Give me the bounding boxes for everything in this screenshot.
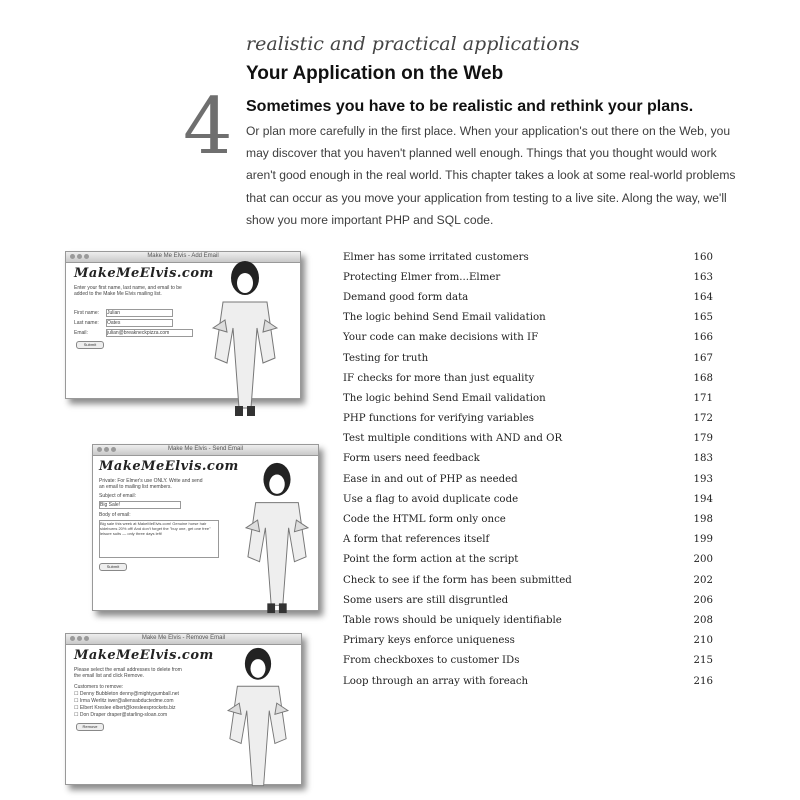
toc-entry	[343, 671, 713, 691]
toc-entry-title: Test multiple conditions with AND and OR	[343, 433, 563, 445]
toc-entry-title: Primary keys enforce uniqueness	[343, 635, 515, 647]
toc-entry-page: 215	[693, 655, 713, 667]
toc-entry	[343, 489, 713, 509]
toc-entry	[343, 267, 713, 287]
chapter-intro: Or plan more carefully in the first place. When your application's out there on the Web, you may discover that you haven't planned well enough. Things that you thought would work aren't good enough in the real world. This chapter takes a look at some real-world problems that can occur as you move your application from testing to a live site. Along the way, we'll show you more important PHP and SQL code.	[246, 124, 736, 227]
toc-entry-title: Table rows should be uniquely identifiable	[343, 614, 562, 626]
toc-entry	[343, 388, 713, 408]
body-field: Big sale this week at MakeMeElvis.com! Genuine horse hair sideburns 20% off! And don't forget the "buy one, get one free" leisure suits — only three days left!	[99, 520, 219, 558]
toc-entry-title: Use a flag to avoid duplicate code	[343, 493, 519, 505]
toc-entry-title: Demand good form data	[343, 291, 469, 303]
toc-entry-title: Elmer has some irritated customers	[343, 251, 529, 263]
toc-entry-title: Protecting Elmer from...Elmer	[343, 271, 501, 283]
toc-entry-page: 171	[693, 392, 713, 404]
toc-entry	[343, 429, 713, 449]
toc-entry	[343, 328, 713, 348]
toc-entry-title: PHP functions for verifying variables	[343, 413, 535, 425]
instructions: Private: For Elmer's use ONLY. Write and send an email to mailing list members.	[99, 478, 203, 490]
customer-checkbox-4: ☐ Don Draper draper@starling-sloan.com	[74, 712, 168, 718]
customers-label: Customers to remove:	[74, 684, 124, 690]
site-logo: MakeMeElvis.com	[99, 459, 239, 474]
subject-label: Subject of email:	[99, 493, 136, 499]
toc-entry-title: Your code can make decisions with IF	[343, 332, 539, 344]
site-logo: MakeMeElvis.com	[74, 266, 214, 281]
toc-entry	[343, 610, 713, 630]
toc-entry-page: 199	[693, 534, 713, 546]
subject-field: Big Sale!	[99, 501, 181, 509]
toc-entry-title: Code the HTML form only once	[343, 514, 506, 526]
toc-entry-page: 167	[693, 352, 713, 364]
customer-checkbox-3: ☐ Elbert Kreslee elbert@kresleesprockets.biz	[74, 705, 176, 711]
toc-entry-page: 166	[693, 332, 713, 344]
elvis-illustration	[205, 258, 285, 418]
site-logo: MakeMeElvis.com	[74, 648, 214, 663]
customer-label: Elbert Kreslee elbert@kresleesprockets.biz	[79, 705, 176, 711]
toc-entry	[343, 590, 713, 610]
toc-entry-page: 198	[693, 514, 713, 526]
instructions: Please select the email addresses to delete from the email list and click Remove.	[74, 667, 182, 679]
toc-entry-page: 179	[693, 433, 713, 445]
chapter-subtitle: Sometimes you have to be realistic and rethink your plans.	[246, 98, 694, 115]
instructions: Enter your first name, last name, and email to be added to the Make Me Elvis mailing list.	[74, 285, 182, 297]
chapter-title: Your Application on the Web	[246, 63, 504, 84]
toc-entry	[343, 368, 713, 388]
toc-entry	[343, 651, 713, 671]
toc-entry-title: Loop through an array with foreach	[343, 675, 529, 687]
toc-entry-title: Testing for truth	[343, 352, 429, 364]
body-label: Body of email:	[99, 512, 131, 518]
customer-label: Don Draper draper@starling-sloan.com	[79, 712, 168, 718]
email-label: Email:	[74, 330, 88, 336]
toc-entry	[343, 308, 713, 328]
submit-button: Submit	[76, 341, 104, 349]
toc-entry-title: The logic behind Send Email validation	[343, 312, 546, 324]
toc-entry-page: 165	[693, 312, 713, 324]
window-titlebar	[66, 634, 301, 645]
toc-entry	[343, 409, 713, 429]
toc-entry	[343, 530, 713, 550]
toc-entry-page: 216	[693, 675, 713, 687]
toc-entry-title: A form that references itself	[343, 534, 490, 546]
toc-entry-title: Some users are still disgruntled	[343, 594, 509, 606]
toc-entry	[343, 509, 713, 529]
first-name-field: Julian	[106, 309, 173, 317]
last-name-label: Last name:	[74, 320, 99, 326]
toc-entry-page: 168	[693, 372, 713, 384]
submit-button: Submit	[99, 563, 127, 571]
toc-entry	[343, 348, 713, 368]
toc-entry	[343, 449, 713, 469]
email-field: julian@breakneckpizza.com	[106, 329, 193, 337]
window-title: Make Me Elvis - Add Email	[147, 253, 219, 259]
window-title: Make Me Elvis - Send Email	[167, 446, 244, 452]
toc-entry-title: From checkboxes to customer IDs	[343, 655, 520, 667]
toc-entry	[343, 631, 713, 651]
customer-label: Denny Bubbleton denny@mightygumball.net	[79, 691, 179, 697]
toc-entry	[343, 287, 713, 307]
toc-entry-page: 210	[693, 635, 713, 647]
last-name-field: Oates	[106, 319, 173, 327]
window-titlebar	[93, 445, 318, 456]
toc-entry	[343, 570, 713, 590]
toc-entry-title: Point the form action at the script	[343, 554, 519, 566]
toc-entry	[343, 550, 713, 570]
toc-entry-title: Ease in and out of PHP as needed	[343, 473, 518, 485]
toc-entry-page: 160	[693, 251, 713, 263]
toc-entry-page: 193	[693, 473, 713, 485]
customer-label: Irma Werlitz iwer@aliensabductedme.com	[79, 698, 174, 704]
chapter-kicker: realistic and practical applications	[246, 33, 580, 55]
toc-entry-title: Form users need feedback	[343, 453, 480, 465]
toc-entry	[343, 469, 713, 489]
toc-entry-page: 206	[693, 594, 713, 606]
customer-checkbox-2: ☐ Irma Werlitz iwer@aliensabductedme.com	[74, 698, 174, 704]
toc-entry	[343, 247, 713, 267]
elvis-illustration	[238, 460, 316, 615]
toc-entry-title: IF checks for more than just equality	[343, 372, 535, 384]
toc-entry-page: 208	[693, 614, 713, 626]
toc-entry-page: 200	[693, 554, 713, 566]
window-title: Make Me Elvis - Remove Email	[141, 635, 226, 641]
toc-entry-page: 163	[693, 271, 713, 283]
toc-entry-title: The logic behind Send Email validation	[343, 392, 546, 404]
toc-entry-page: 194	[693, 493, 713, 505]
first-name-label: First name:	[74, 310, 100, 316]
elvis-illustration	[218, 645, 298, 795]
table-of-contents	[343, 247, 713, 691]
remove-button: Remove	[76, 723, 104, 731]
toc-entry-title: Check to see if the form has been submitted	[343, 574, 572, 586]
toc-entry-page: 202	[693, 574, 713, 586]
toc-entry-page: 172	[693, 413, 713, 425]
customer-checkbox-1: ☐ Denny Bubbleton denny@mightygumball.net	[74, 691, 179, 697]
toc-entry-page: 183	[693, 453, 713, 465]
chapter-number: 4	[183, 82, 233, 172]
toc-entry-page: 164	[693, 291, 713, 303]
